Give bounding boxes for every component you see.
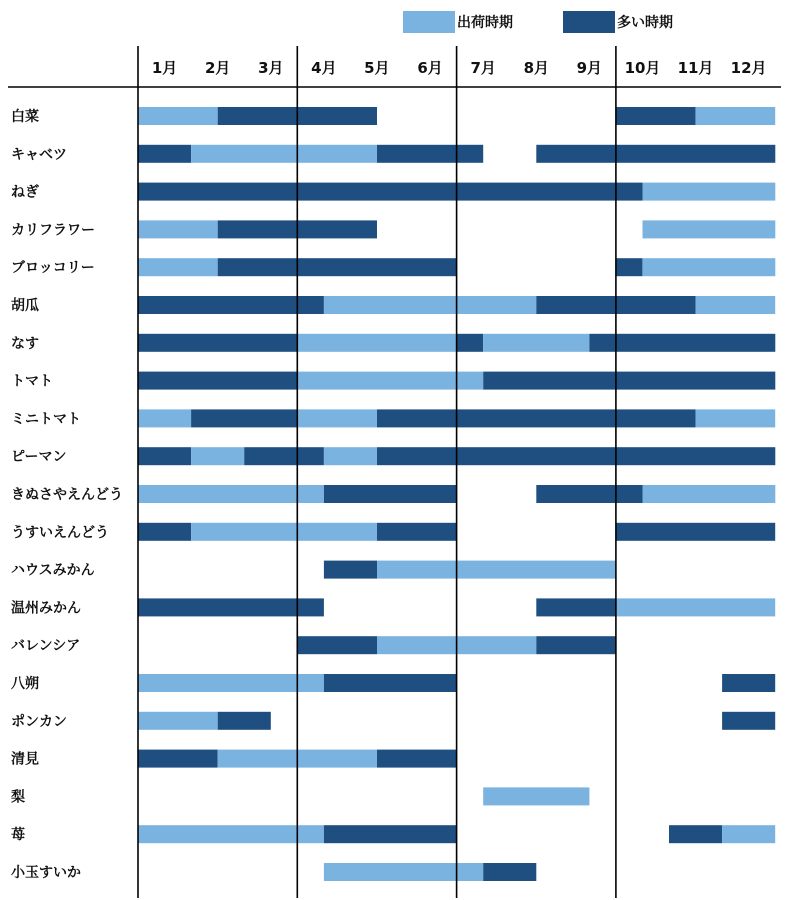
- month-label-1: 1月: [151, 59, 178, 77]
- bar-1-1: [138, 107, 218, 125]
- bar-3-1: [138, 183, 643, 201]
- bar-17-3: [722, 712, 775, 730]
- bar-6-1: [138, 296, 324, 314]
- bar-6-4: [696, 296, 776, 314]
- month-label-8: 8月: [523, 59, 550, 77]
- bar-6-2: [324, 296, 536, 314]
- bar-3-2: [643, 183, 776, 201]
- row-label-21: 小玉すいか: [11, 865, 81, 881]
- bar-5-4: [643, 258, 776, 276]
- bar-9-5: [696, 409, 776, 427]
- bar-17-2: [218, 712, 271, 730]
- row-label-16: 八朔: [11, 676, 39, 692]
- row-label-10: ピーマン: [11, 449, 67, 466]
- bar-12-3: [377, 523, 457, 541]
- row-label-2: キャベツ: [11, 146, 67, 163]
- bar-9-4: [377, 409, 696, 427]
- legend-label-shipping: 出荷時期: [457, 15, 513, 31]
- bar-20-3: [669, 825, 722, 843]
- month-label-7: 7月: [470, 59, 496, 77]
- bar-16-1: [138, 674, 324, 692]
- bar-11-3: [536, 485, 642, 503]
- row-label-12: うすいえんどう: [11, 524, 109, 541]
- bar-18-1: [138, 750, 218, 768]
- bar-7-3: [457, 334, 484, 352]
- row-label-3: ねぎ: [11, 184, 39, 201]
- row-label-17: ポンカン: [11, 713, 67, 730]
- bar-5-2: [218, 258, 457, 276]
- bar-17-1: [138, 712, 218, 730]
- bar-8-3: [483, 372, 775, 390]
- bar-10-4: [324, 447, 377, 465]
- bar-8-1: [138, 372, 297, 390]
- bar-20-2: [324, 825, 457, 843]
- month-label-5: 5月: [364, 59, 390, 77]
- bar-2-4: [536, 145, 775, 163]
- bar-7-1: [138, 334, 297, 352]
- bar-10-3: [244, 447, 324, 465]
- bar-10-2: [191, 447, 244, 465]
- legend-label-peak: 多い時期: [617, 15, 673, 31]
- bar-5-3: [616, 258, 643, 276]
- row-label-13: ハウスみかん: [11, 562, 95, 579]
- month-label-10: 10月: [624, 59, 661, 77]
- bar-20-1: [138, 825, 324, 843]
- row-label-19: 梨: [11, 789, 25, 806]
- row-label-7: なす: [11, 335, 39, 352]
- bar-21-1: [324, 863, 483, 881]
- bar-4-1: [138, 220, 218, 238]
- bar-18-3: [377, 750, 457, 768]
- bar-2-3: [377, 145, 483, 163]
- row-label-5: ブロッコリー: [11, 260, 95, 277]
- row-label-15: バレンシア: [11, 638, 81, 655]
- month-label-11: 11月: [677, 59, 714, 77]
- bar-1-3: [616, 107, 696, 125]
- month-label-2: 2月: [204, 59, 231, 77]
- row-label-1: 白菜: [11, 109, 39, 125]
- bar-2-1: [138, 145, 191, 163]
- bar-15-3: [536, 636, 616, 654]
- bar-8-2: [297, 372, 483, 390]
- bar-13-1: [324, 561, 377, 579]
- row-label-4: カリフラワー: [11, 222, 95, 239]
- bar-4-3: [643, 220, 776, 238]
- row-label-11: きぬさやえんどう: [11, 487, 123, 503]
- bar-11-4: [643, 485, 776, 503]
- bar-12-2: [191, 523, 377, 541]
- bar-16-2: [324, 674, 457, 692]
- bar-1-4: [696, 107, 776, 125]
- bar-15-1: [297, 636, 377, 654]
- bar-7-5: [589, 334, 775, 352]
- month-label-6: 6月: [417, 59, 443, 77]
- row-label-8: トマト: [11, 373, 53, 390]
- bar-5-1: [138, 258, 218, 276]
- row-label-18: 清見: [11, 751, 39, 768]
- bar-11-2: [324, 485, 457, 503]
- bar-10-5: [377, 447, 775, 465]
- bar-13-2: [377, 561, 616, 579]
- row-label-14: 温州みかん: [11, 600, 81, 617]
- month-label-12: 12月: [730, 59, 767, 77]
- month-label-4: 4月: [311, 59, 337, 77]
- bar-9-2: [191, 409, 297, 427]
- bar-20-4: [722, 825, 775, 843]
- bar-14-1: [138, 598, 324, 616]
- row-label-20: 苺: [11, 827, 25, 844]
- bar-14-2: [536, 598, 616, 616]
- month-label-9: 9月: [576, 59, 603, 77]
- bar-2-2: [191, 145, 377, 163]
- bar-19-1: [483, 787, 589, 805]
- bar-10-1: [138, 447, 191, 465]
- bar-12-4: [616, 523, 775, 541]
- bar-11-1: [138, 485, 324, 503]
- bar-12-1: [138, 523, 191, 541]
- row-label-6: 胡瓜: [11, 298, 39, 314]
- row-label-9: ミニトマト: [11, 411, 81, 428]
- bar-21-2: [483, 863, 536, 881]
- bar-16-3: [722, 674, 775, 692]
- bar-7-2: [297, 334, 456, 352]
- month-label-3: 3月: [258, 59, 284, 77]
- bar-9-1: [138, 409, 191, 427]
- bar-14-3: [616, 598, 775, 616]
- bar-7-4: [483, 334, 589, 352]
- bar-9-3: [297, 409, 377, 427]
